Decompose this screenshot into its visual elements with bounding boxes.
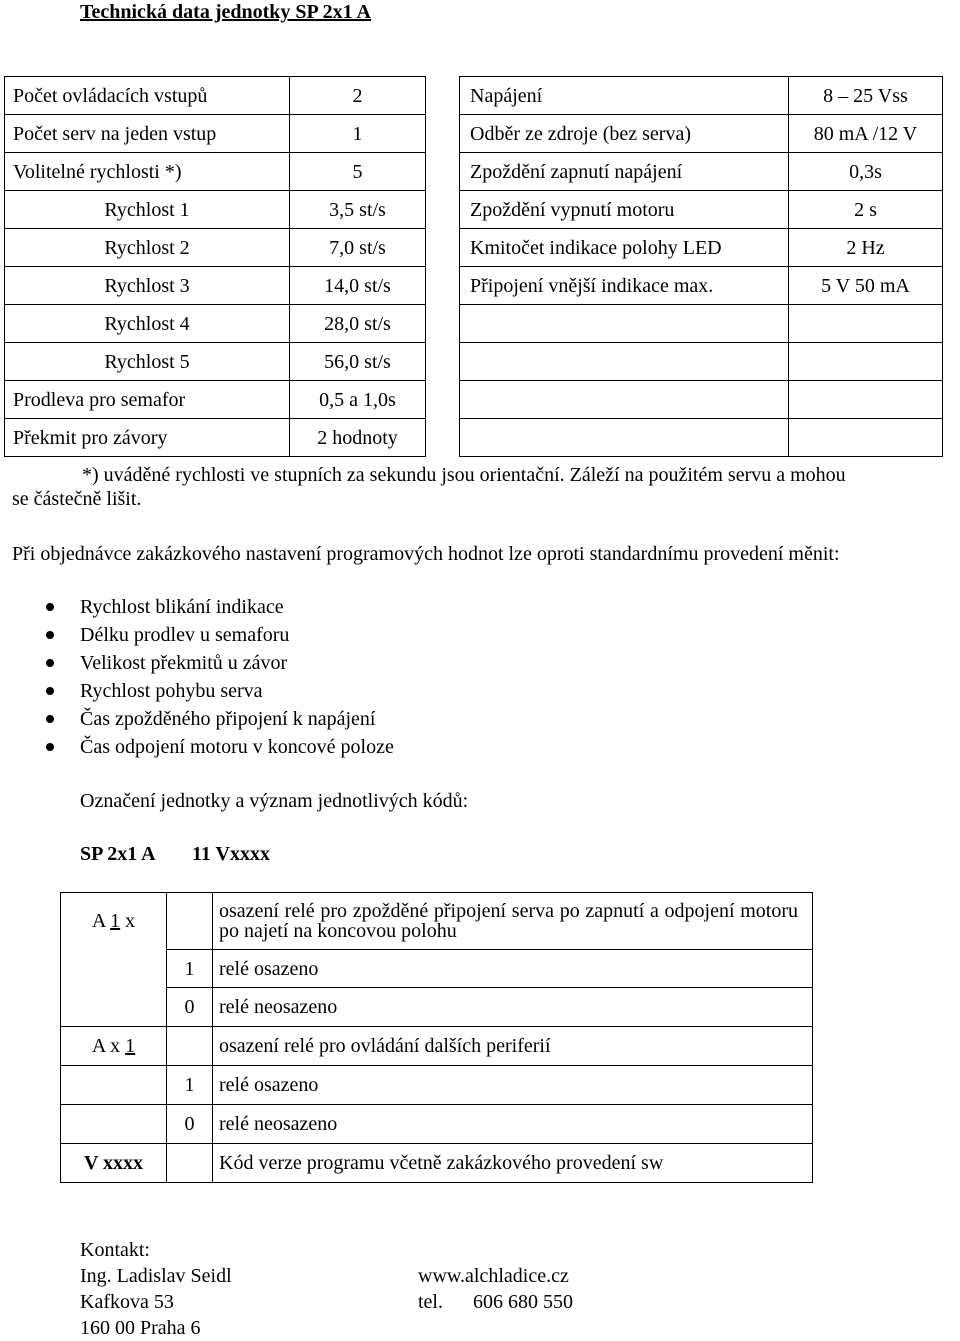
spec-value: 3,5 st/s: [290, 191, 426, 229]
code-cell: [61, 1105, 167, 1144]
spec-value: 2: [290, 77, 426, 115]
spec-label: Počet serv na jeden vstup: [5, 115, 290, 153]
spec-label: Napájení: [460, 77, 789, 115]
bullet-icon: [46, 715, 54, 723]
spec-label: Připojení vnější indikace max.: [460, 267, 789, 305]
codes-table: [60, 892, 813, 1183]
spec-label: [460, 343, 789, 381]
list-item-text: Velikost překmitů u závor: [80, 652, 288, 674]
code-description: osazení relé pro zpožděné připojení serva po zapnutí a odpojení motoru po najetí na koncovou polohu: [213, 893, 813, 950]
table-row: [61, 1027, 813, 1066]
order-paragraph: Při objednávce zakázkového nastavení programových hodnot lze oproti standardnímu provedení měnit:: [12, 543, 840, 565]
table-row: [460, 77, 943, 115]
code-prefix: A x: [91, 1035, 126, 1057]
spec-label: Zpoždění vypnutí motoru: [460, 191, 789, 229]
option-code: 0: [167, 988, 213, 1027]
spec-value: 56,0 st/s: [290, 343, 426, 381]
spec-value: 5 V 50 mA: [789, 267, 943, 305]
code-ax1: [61, 1027, 167, 1066]
spec-value: 0,5 a 1,0s: [290, 381, 426, 419]
contact-phone: [418, 1289, 573, 1315]
phone-label: tel.: [418, 1291, 443, 1313]
table-row: [5, 419, 426, 457]
option-text: relé neosazeno: [213, 988, 813, 1027]
list-item-text: Rychlost blikání indikace: [80, 596, 284, 618]
table-row: [5, 381, 426, 419]
table-row: [5, 343, 426, 381]
spec-value: [789, 381, 943, 419]
code-vxxxx: V xxxx: [61, 1144, 167, 1183]
contact-web[interactable]: www.alchladice.cz: [418, 1265, 569, 1287]
customizable-options-list: [40, 595, 394, 763]
table-row: [460, 343, 943, 381]
table-row: [460, 381, 943, 419]
contact-name: Ing. Ladislav Seidl: [80, 1265, 232, 1287]
table-row: [5, 191, 426, 229]
option-text: relé osazeno: [213, 950, 813, 988]
bullet-icon: [46, 631, 54, 639]
spec-label: Rychlost 3: [5, 267, 290, 305]
code-cell: [167, 893, 213, 950]
product-code: SP 2x1 A: [80, 843, 156, 865]
spec-label: Rychlost 1: [5, 191, 290, 229]
contact-street: Kafkova 53: [80, 1291, 174, 1313]
list-item: [40, 707, 394, 735]
spec-label: Rychlost 2: [5, 229, 290, 267]
table-row: [61, 1105, 813, 1144]
spec-label: [460, 381, 789, 419]
spec-value: [789, 305, 943, 343]
page-title: Technická data jednotky SP 2x1 A: [80, 1, 371, 23]
option-text: relé neosazeno: [213, 1105, 813, 1144]
code-suffix: x: [120, 910, 136, 932]
table-row: [61, 893, 813, 950]
spec-value: 5: [290, 153, 426, 191]
contact-block: [80, 1237, 232, 1341]
spec-value: 80 mA /12 V: [789, 115, 943, 153]
product-code-variant: 11 Vxxxx: [192, 843, 270, 865]
table-row: [61, 1144, 813, 1183]
spec-label: Zpoždění zapnutí napájení: [460, 153, 789, 191]
table-row: [460, 305, 943, 343]
footnote-line-2: se částečně lišit.: [12, 488, 142, 510]
table-row: [5, 77, 426, 115]
table-row: [460, 229, 943, 267]
list-item: [40, 735, 394, 763]
spec-value: 2 Hz: [789, 229, 943, 267]
table-row: [5, 115, 426, 153]
spec-value: 7,0 st/s: [290, 229, 426, 267]
table-row: [61, 1066, 813, 1105]
list-item: [40, 623, 394, 651]
spec-label: Kmitočet indikace polohy LED: [460, 229, 789, 267]
table-row: [460, 191, 943, 229]
table-row: [460, 419, 943, 457]
spec-value: 2 hodnoty: [290, 419, 426, 457]
spec-value: [789, 343, 943, 381]
list-item-text: Čas odpojení motoru v koncové poloze: [80, 736, 394, 758]
code-prefix: A: [91, 910, 111, 932]
speed-footnote: [12, 463, 957, 511]
spec-label: [460, 419, 789, 457]
code-cell: [167, 1144, 213, 1183]
bullet-icon: [46, 659, 54, 667]
table-row: [5, 267, 426, 305]
spec-label: Rychlost 4: [5, 305, 290, 343]
list-item: [40, 595, 394, 623]
bullet-icon: [46, 743, 54, 751]
contact-web-phone: [418, 1263, 573, 1315]
spec-label: Rychlost 5: [5, 343, 290, 381]
code-a1x: [61, 893, 167, 1027]
option-code: 1: [167, 950, 213, 988]
right-spec-table: [459, 76, 943, 457]
spec-value: 2 s: [789, 191, 943, 229]
spec-value: [789, 419, 943, 457]
spec-label: Odběr ze zdroje (bez serva): [460, 115, 789, 153]
marking-heading: Označení jednotky a význam jednotlivých kódů:: [80, 790, 469, 812]
option-text: relé osazeno: [213, 1066, 813, 1105]
table-row: [61, 950, 813, 988]
phone-number[interactable]: 606 680 550: [473, 1291, 573, 1313]
code-cell: [167, 1027, 213, 1066]
list-item-text: Rychlost pohybu serva: [80, 680, 263, 702]
table-row: [460, 267, 943, 305]
code-cell: [61, 1066, 167, 1105]
table-row: [460, 115, 943, 153]
spec-label: Překmit pro závory: [5, 419, 290, 457]
code-digit: 1: [110, 910, 121, 932]
code-digit: 1: [125, 1035, 136, 1057]
list-item: [40, 679, 394, 707]
option-code: 1: [167, 1066, 213, 1105]
table-row: [61, 988, 813, 1027]
code-description: osazení relé pro ovládání dalších periferií: [213, 1027, 813, 1066]
table-row: [460, 153, 943, 191]
list-item-text: Délku prodlev u semaforu: [80, 624, 290, 646]
table-row: [5, 305, 426, 343]
spec-label: Počet ovládacích vstupů: [5, 77, 290, 115]
contact-heading: Kontakt:: [80, 1239, 150, 1261]
spec-label: [460, 305, 789, 343]
list-item-text: Čas zpožděného připojení k napájení: [80, 708, 376, 730]
table-row: [5, 153, 426, 191]
list-item: [40, 651, 394, 679]
option-code: 0: [167, 1105, 213, 1144]
contact-city: 160 00 Praha 6: [80, 1317, 201, 1339]
bullet-icon: [46, 687, 54, 695]
spec-value: 1: [290, 115, 426, 153]
bullet-icon: [46, 603, 54, 611]
table-row: [5, 229, 426, 267]
footnote-line-1: *) uváděné rychlosti ve stupních za sekundu jsou orientační. Záleží na použitém servu a mohou: [82, 464, 846, 486]
spec-value: 8 – 25 Vss: [789, 77, 943, 115]
spec-label: Volitelné rychlosti *): [5, 153, 290, 191]
spec-value: 14,0 st/s: [290, 267, 426, 305]
spec-label: Prodleva pro semafor: [5, 381, 290, 419]
spec-value: 0,3s: [789, 153, 943, 191]
code-description: Kód verze programu včetně zakázkového provedení sw: [213, 1144, 813, 1183]
spec-value: 28,0 st/s: [290, 305, 426, 343]
left-spec-table: [4, 76, 426, 457]
